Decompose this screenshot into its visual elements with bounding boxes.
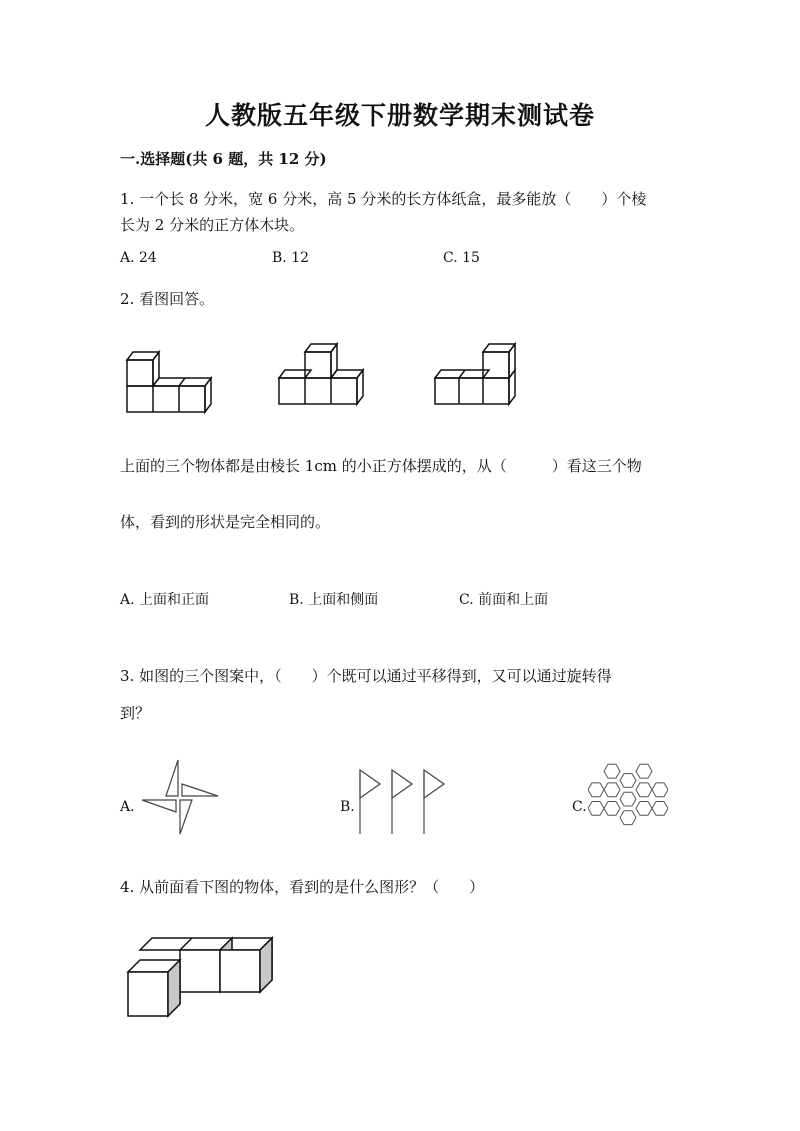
q3-label-a: A. bbox=[120, 799, 135, 815]
question-1-line-1: 1. 一个长 8 分米，宽 6 分米，高 5 分米的长方体纸盒，最多能放（ ）个棱 bbox=[120, 190, 647, 208]
cube-figure-3 bbox=[428, 340, 528, 415]
section-heading: 一.选择题(共 6 题，共 12 分) bbox=[120, 150, 327, 168]
question-3-line-1: 3. 如图的三个图案中，（ ）个既可以通过平移得到，又可以通过旋转得 bbox=[120, 667, 612, 685]
q3-label-c: C. bbox=[572, 799, 587, 815]
question-3-line-2: 到？ bbox=[120, 704, 151, 722]
page-title: 人教版五年级下册数学期末测试卷 bbox=[204, 101, 595, 130]
question-2-line-2: 体，看到的形状是完全相同的。 bbox=[120, 513, 331, 531]
cube-figure-1 bbox=[120, 340, 220, 415]
q2-option-c: C. 前面和上面 bbox=[459, 592, 549, 608]
question-4-line-1: 4. 从前面看下图的物体，看到的是什么图形？（ ） bbox=[120, 878, 485, 896]
hexagon-figure bbox=[588, 758, 668, 838]
q1-option-a: A. 24 bbox=[120, 250, 157, 266]
question-1 bbox=[120, 186, 680, 238]
q3-label-b: B. bbox=[340, 799, 355, 815]
q2-option-b: B. 上面和侧面 bbox=[289, 592, 379, 608]
cube-figure-2 bbox=[272, 340, 372, 415]
question-2-prompt: 2. 看图回答。 bbox=[120, 290, 215, 308]
q1-option-b: B. 12 bbox=[272, 250, 310, 266]
pinwheel-figure bbox=[138, 758, 220, 838]
q2-option-a: A. 上面和正面 bbox=[120, 592, 210, 608]
question-2-line-1: 上面的三个物体都是由棱长 1cm 的小正方体摆成的，从（ ）看这三个物 bbox=[120, 457, 642, 475]
question-1-line-2: 长为 2 分米的正方体木块。 bbox=[120, 216, 305, 234]
q1-option-c: C. 15 bbox=[443, 250, 480, 266]
block-figure bbox=[120, 932, 290, 1022]
flags-figure bbox=[352, 766, 452, 836]
